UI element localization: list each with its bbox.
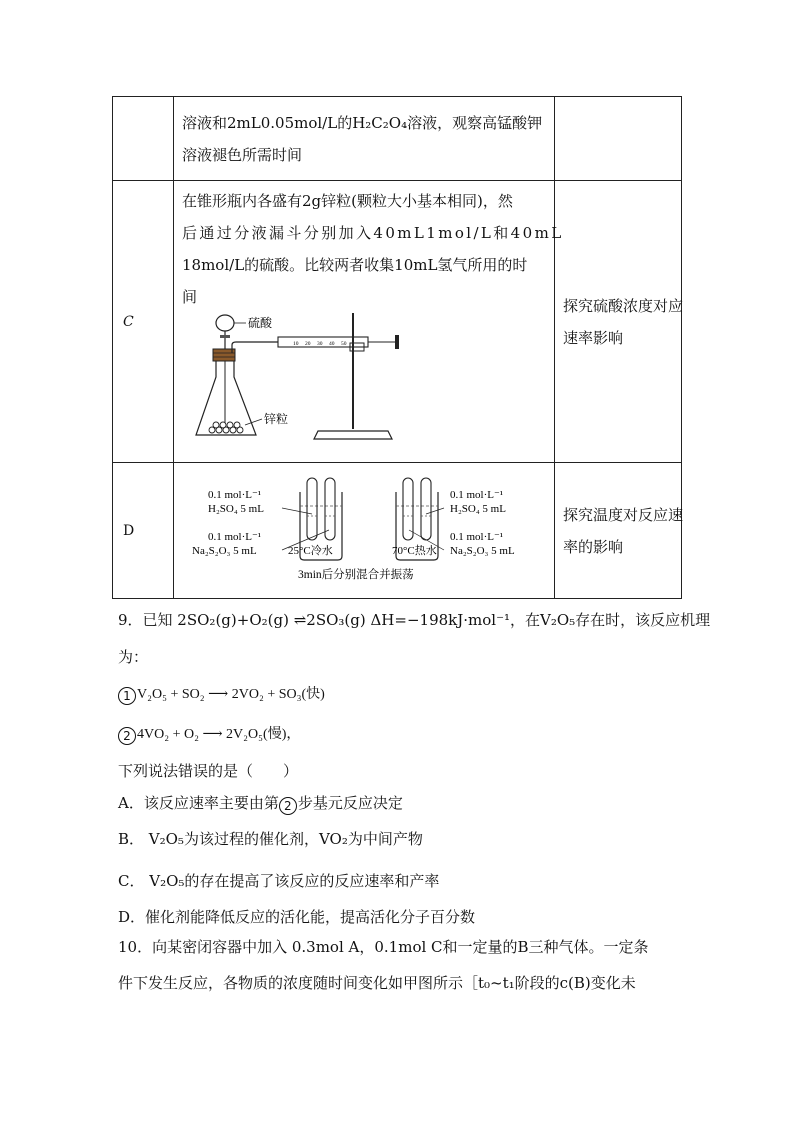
left-h2so4-vol: H₂SO₄ 5 mL bbox=[208, 502, 264, 515]
row-b-description bbox=[174, 97, 555, 181]
table-row bbox=[113, 181, 682, 463]
syringe-tick: 20 bbox=[305, 341, 311, 347]
q10-line2: 件下发生反应，各物质的浓度随时间变化如甲图所示［t₀~t₁阶段的c(B)变化未 bbox=[118, 974, 636, 992]
q9-option-d: D．催化剂能降低反应的活化能，提高活化分子百分数 bbox=[118, 908, 476, 926]
purpose-line: 率的影响 bbox=[563, 537, 624, 556]
syringe-tick: 10 bbox=[293, 341, 299, 347]
experiment-table bbox=[112, 96, 682, 599]
q9-stem-line2: 为： bbox=[118, 648, 149, 666]
desc-line: 间 bbox=[182, 288, 198, 306]
zinc-label: 锌粒 bbox=[264, 412, 289, 426]
mechanism-step: 4VO₂ + O₂ ⟶ 2V₂O₅(慢)， bbox=[137, 727, 301, 742]
row-d-label: D bbox=[123, 522, 135, 539]
row-d-purpose bbox=[555, 463, 682, 599]
left-na2s2o3-conc: 0.1 mol·L⁻¹ bbox=[208, 530, 262, 543]
acid-label: 硫酸 bbox=[248, 316, 273, 330]
circled-number: 1 bbox=[118, 687, 136, 705]
q9-prompt: 下列说法错误的是（ ） bbox=[118, 762, 299, 780]
row-c-description bbox=[174, 181, 564, 463]
desc-line: 后通过分液漏斗分别加入40mL1mol/L和40mL bbox=[182, 224, 564, 242]
mechanism-step: V₂O₅ + SO₂ ⟶ 2VO₂ + SO₃(快) bbox=[137, 687, 325, 702]
syringe-tick: 50 bbox=[341, 341, 347, 347]
q9-option-b: B． V₂O₅为该过程的催化剂，VO₂为中间产物 bbox=[118, 830, 423, 848]
purpose-line: 探究硫酸浓度对应 bbox=[563, 296, 684, 315]
row-label bbox=[113, 181, 174, 463]
syringe-tick: 30 bbox=[317, 341, 323, 347]
circled-number: 2 bbox=[279, 797, 297, 815]
cold-water-label: 25°C冷水 bbox=[288, 544, 333, 557]
desc-line: 溶液褪色所需时间 bbox=[182, 145, 303, 164]
purpose-line: 探究温度对反应速 bbox=[563, 505, 684, 524]
desc-line: 18mol/L的硫酸。比较两者收集10mL氢气所用的时 bbox=[182, 256, 528, 274]
row-b-purpose bbox=[555, 97, 682, 181]
q9-option-c: C． V₂O₅的存在提高了该反应的反应速率和产率 bbox=[118, 872, 440, 890]
right-na2s2o3-vol: Na₂S₂O₃ 5 mL bbox=[450, 544, 515, 557]
figure-caption: 3min后分别混合并振荡 bbox=[298, 568, 414, 581]
q10-line1: 10．向某密闭容器中加入 0.3mol A，0.1mol C和一定量的B三种气体。一定条 bbox=[118, 938, 649, 956]
row-c-label: C bbox=[123, 313, 134, 330]
option-text: A．该反应速率主要由第 bbox=[118, 794, 279, 812]
temperature-beakers-figure bbox=[174, 468, 538, 594]
left-h2so4-conc: 0.1 mol·L⁻¹ bbox=[208, 488, 262, 501]
q9-stem-line1: 9．已知 2SO₂(g)+O₂(g) ⇌2SO₃(g) ΔH=−198kJ·mol⁻¹，在V₂O₅存在时，该反应机理 bbox=[118, 611, 711, 629]
circled-number: 2 bbox=[118, 727, 136, 745]
row-d-description bbox=[174, 463, 555, 599]
left-na2s2o3-vol: Na₂S₂O₃ 5 mL bbox=[192, 544, 257, 557]
syringe-tick: 40 bbox=[329, 341, 335, 347]
q9-option-a bbox=[118, 792, 403, 815]
right-h2so4-vol: H₂SO₄ 5 mL bbox=[450, 502, 506, 515]
table-row bbox=[113, 463, 682, 599]
hot-water-label: 70°C热水 bbox=[392, 544, 437, 557]
right-h2so4-conc: 0.1 mol·L⁻¹ bbox=[450, 488, 504, 501]
table-row bbox=[113, 97, 682, 181]
q9-step1 bbox=[118, 683, 325, 705]
right-na2s2o3-conc: 0.1 mol·L⁻¹ bbox=[450, 530, 504, 543]
desc-line: 溶液和2mL0.05mol/L的H₂C₂O₄溶液，观察高锰酸钾 bbox=[182, 113, 543, 132]
desc-line: 在锥形瓶内各盛有2g锌粒(颗粒大小基本相同)，然 bbox=[182, 192, 513, 210]
option-text: 步基元反应决定 bbox=[297, 794, 403, 812]
row-label-empty bbox=[113, 97, 174, 181]
q9-step2 bbox=[118, 723, 300, 745]
row-c-purpose bbox=[555, 181, 682, 463]
row-label bbox=[113, 463, 174, 599]
zinc-acid-apparatus-figure bbox=[190, 313, 410, 443]
purpose-line: 速率影响 bbox=[563, 328, 624, 347]
